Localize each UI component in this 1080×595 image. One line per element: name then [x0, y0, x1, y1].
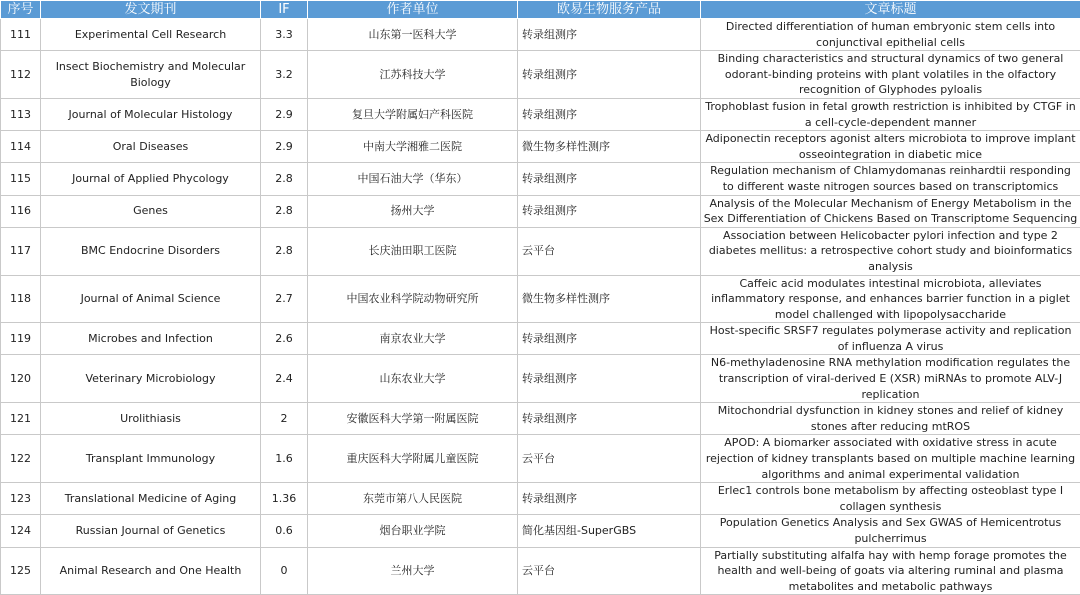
header-unit: 作者单位	[308, 1, 518, 19]
cell-product: 转录组测序	[518, 51, 701, 99]
table-row	[1, 98, 1080, 130]
cell-journal: Microbes and Infection	[41, 323, 261, 355]
cell-no: 119	[1, 323, 41, 355]
cell-if: 3.3	[261, 19, 308, 51]
cell-product: 微生物多样性测序	[518, 131, 701, 163]
cell-journal: BMC Endocrine Disorders	[41, 227, 261, 275]
cell-unit: 烟台职业学院	[308, 515, 518, 547]
cell-title: Trophoblast fusion in fetal growth restriction is inhibited by CTGF in a cell-cycle-dependent manner	[701, 98, 1080, 130]
header-if: IF	[261, 1, 308, 19]
table-row	[1, 547, 1080, 595]
cell-product: 云平台	[518, 547, 701, 595]
table-row	[1, 435, 1080, 483]
cell-product: 转录组测序	[518, 403, 701, 435]
cell-title: N6-methyladenosine RNA methylation modification regulates the transcription of viral-derived E (XSR) miRNAs to promote ALV-J replication	[701, 355, 1080, 403]
cell-title: Population Genetics Analysis and Sex GWAS of Hemicentrotus pulcherrimus	[701, 515, 1080, 547]
cell-product: 云平台	[518, 435, 701, 483]
cell-no: 118	[1, 275, 41, 323]
cell-journal: Journal of Molecular Histology	[41, 98, 261, 130]
table-row	[1, 275, 1080, 323]
cell-if: 2.8	[261, 227, 308, 275]
cell-title: Analysis of the Molecular Mechanism of Energy Metabolism in the Sex Differentiation of Chickens Based on Transcriptome Sequencing	[701, 195, 1080, 227]
cell-unit: 兰州大学	[308, 547, 518, 595]
cell-title: Regulation mechanism of Chlamydomanas reinhardtii responding to different waste nitrogen sources based on transcriptomics	[701, 163, 1080, 195]
cell-product: 微生物多样性测序	[518, 275, 701, 323]
cell-if: 3.2	[261, 51, 308, 99]
cell-unit: 山东农业大学	[308, 355, 518, 403]
cell-title: APOD: A biomarker associated with oxidative stress in acute rejection of kidney transplants based on multiple machine learning algorithms and animal experimental validation	[701, 435, 1080, 483]
cell-if: 2	[261, 403, 308, 435]
cell-journal: Urolithiasis	[41, 403, 261, 435]
cell-unit: 扬州大学	[308, 195, 518, 227]
cell-product: 云平台	[518, 227, 701, 275]
cell-journal: Russian Journal of Genetics	[41, 515, 261, 547]
cell-no: 116	[1, 195, 41, 227]
cell-journal: Journal of Applied Phycology	[41, 163, 261, 195]
cell-if: 2.9	[261, 131, 308, 163]
table-row	[1, 403, 1080, 435]
cell-if: 0.6	[261, 515, 308, 547]
cell-if: 2.4	[261, 355, 308, 403]
cell-journal: Journal of Animal Science	[41, 275, 261, 323]
cell-product: 转录组测序	[518, 195, 701, 227]
table-row	[1, 227, 1080, 275]
cell-if: 2.8	[261, 163, 308, 195]
table-header-row	[1, 1, 1080, 19]
cell-if: 1.36	[261, 483, 308, 515]
cell-journal: Veterinary Microbiology	[41, 355, 261, 403]
cell-if: 2.8	[261, 195, 308, 227]
cell-unit: 中南大学湘雅二医院	[308, 131, 518, 163]
cell-unit: 安徽医科大学第一附属医院	[308, 403, 518, 435]
cell-no: 111	[1, 19, 41, 51]
cell-if: 1.6	[261, 435, 308, 483]
cell-journal: Oral Diseases	[41, 131, 261, 163]
cell-no: 122	[1, 435, 41, 483]
table-row	[1, 515, 1080, 547]
table-row	[1, 195, 1080, 227]
cell-no: 115	[1, 163, 41, 195]
table-row	[1, 163, 1080, 195]
cell-product: 转录组测序	[518, 483, 701, 515]
cell-no: 120	[1, 355, 41, 403]
header-title: 文章标题	[701, 1, 1080, 19]
cell-title: Erlec1 controls bone metabolism by affecting osteoblast type I collagen synthesis	[701, 483, 1080, 515]
cell-unit: 长庆油田职工医院	[308, 227, 518, 275]
cell-journal: Genes	[41, 195, 261, 227]
cell-product: 简化基因组-SuperGBS	[518, 515, 701, 547]
cell-unit: 山东第一医科大学	[308, 19, 518, 51]
cell-unit: 复旦大学附属妇产科医院	[308, 98, 518, 130]
cell-title: Partially substituting alfalfa hay with hemp forage promotes the health and well-being of goats via altering ruminal and plasma metabolites and metabolic pathways	[701, 547, 1080, 595]
cell-no: 113	[1, 98, 41, 130]
cell-no: 114	[1, 131, 41, 163]
header-no: 序号	[1, 1, 41, 19]
cell-title: Adiponectin receptors agonist alters microbiota to improve implant osseointegration in diabetic mice	[701, 131, 1080, 163]
cell-no: 121	[1, 403, 41, 435]
cell-unit: 中国农业科学院动物研究所	[308, 275, 518, 323]
cell-journal: Animal Research and One Health	[41, 547, 261, 595]
cell-title: Directed differentiation of human embryonic stem cells into conjunctival epithelial cells	[701, 19, 1080, 51]
table-row	[1, 51, 1080, 99]
cell-title: Host-specific SRSF7 regulates polymerase activity and replication of influenza A virus	[701, 323, 1080, 355]
cell-title: Binding characteristics and structural dynamics of two general odorant-binding proteins with plant volatiles in the olfactory recognition of Glyphodes pyloalis	[701, 51, 1080, 99]
cell-no: 117	[1, 227, 41, 275]
cell-if: 2.9	[261, 98, 308, 130]
cell-unit: 东莞市第八人民医院	[308, 483, 518, 515]
cell-if: 2.7	[261, 275, 308, 323]
header-product: 欧易生物服务产品	[518, 1, 701, 19]
table-row	[1, 19, 1080, 51]
cell-product: 转录组测序	[518, 163, 701, 195]
cell-product: 转录组测序	[518, 19, 701, 51]
cell-journal: Transplant Immunology	[41, 435, 261, 483]
cell-no: 123	[1, 483, 41, 515]
cell-product: 转录组测序	[518, 98, 701, 130]
cell-unit: 南京农业大学	[308, 323, 518, 355]
cell-title: Mitochondrial dysfunction in kidney stones and relief of kidney stones after reducing mtROS	[701, 403, 1080, 435]
cell-journal: Insect Biochemistry and Molecular Biology	[41, 51, 261, 99]
cell-if: 0	[261, 547, 308, 595]
cell-journal: Experimental Cell Research	[41, 19, 261, 51]
cell-unit: 江苏科技大学	[308, 51, 518, 99]
cell-title: Association between Helicobacter pylori infection and type 2 diabetes mellitus: a retrospective cohort study and bioinformatics analysis	[701, 227, 1080, 275]
cell-journal: Translational Medicine of Aging	[41, 483, 261, 515]
cell-no: 124	[1, 515, 41, 547]
table-row	[1, 323, 1080, 355]
cell-product: 转录组测序	[518, 355, 701, 403]
table-row	[1, 355, 1080, 403]
table-row	[1, 131, 1080, 163]
cell-unit: 中国石油大学（华东）	[308, 163, 518, 195]
cell-if: 2.6	[261, 323, 308, 355]
cell-no: 125	[1, 547, 41, 595]
table-row	[1, 483, 1080, 515]
cell-no: 112	[1, 51, 41, 99]
header-journal: 发文期刊	[41, 1, 261, 19]
cell-unit: 重庆医科大学附属儿童医院	[308, 435, 518, 483]
cell-product: 转录组测序	[518, 323, 701, 355]
cell-title: Caffeic acid modulates intestinal microbiota, alleviates inflammatory response, and enhances barrier function in a piglet model challenged with lipopolysaccharide	[701, 275, 1080, 323]
